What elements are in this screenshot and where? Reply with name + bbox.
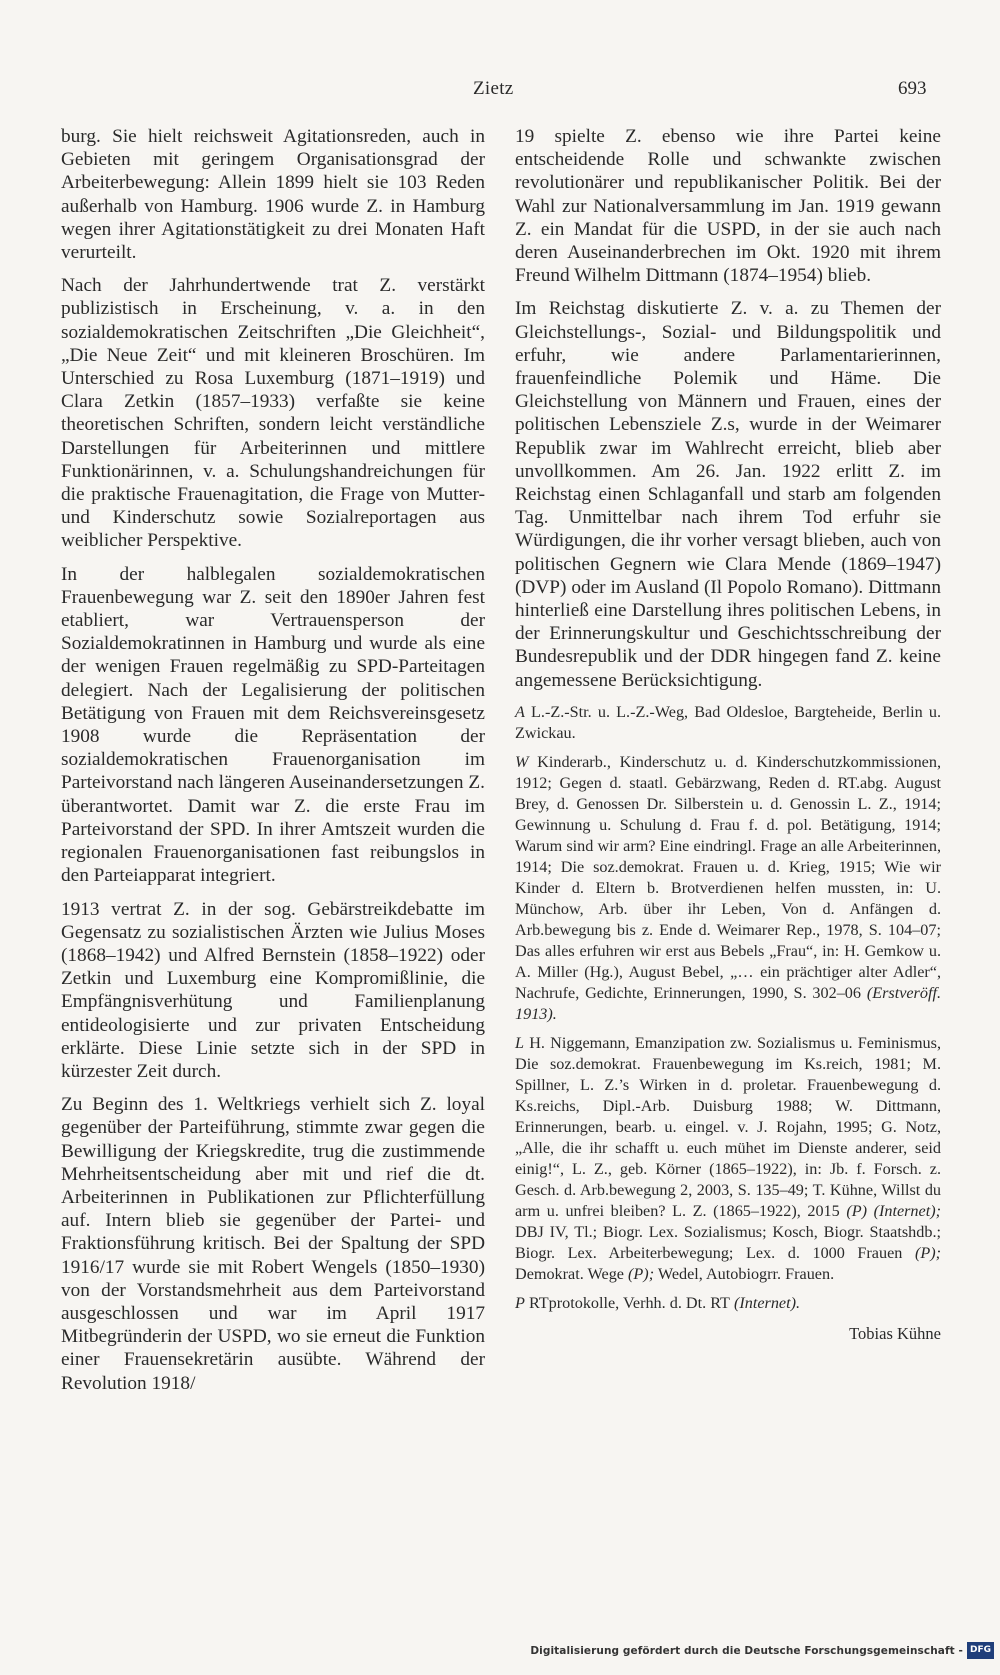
digitization-footer [0, 1639, 1000, 1663]
reference-italic: (P); [902, 1243, 941, 1262]
author-name: Tobias Kühne [849, 1323, 941, 1343]
reference-text: DBJ IV, Tl.; Biogr. Lex. Sozialismus; Kosch, Biogr. Staatshdb.; Biogr. Lex. Arbeiterbewegung; Lex. d. 1000 Frauen [515, 1222, 941, 1262]
paragraph: Nach der Jahrhundertwende trat Z. verstärkt publizistisch in Erscheinung, v. a. in den sozialdemokratischen Zeitschriften „Die Gleichheit“, „Die Neue Zeit“ und mit kleineren Broschüren. Im Unterschied zu Rosa Luxemburg (1871–1919) und Clara Zetkin (1857–1933) verfaßte sie keine theoretischen Schriften, sondern leicht verständliche Darstellungen für Arbeiterinnen und mittlere Funktionärinnen, v. a. Schulungshandreichungen für die praktische Frauenagitation, die Frage von Mutter- und Kinderschutz sowie Sozialreportagen aus weiblicher Perspektive. [61, 275, 485, 552]
reference-tag: W [515, 752, 529, 771]
reference-l [515, 1033, 941, 1285]
paragraph: 19 spielte Z. ebenso wie ihre Partei keine entscheidende Rolle und schwankte zwischen revolutionärer und republikanischer Politik. Bei der Wahl zur Nationalversammlung im Jan. 1919 gewann Z. ein Mandat für die USPD, in der sie auch nach deren Auseinanderbrechen im Okt. 1920 mit ihrem Freund Wilhelm Dittmann (1874–1954) blieb. [515, 126, 941, 287]
reference-italic: (Erstveröff. 1913). [515, 983, 941, 1023]
reference-a [515, 702, 941, 744]
reference-tag: A [515, 702, 525, 721]
paragraph: Im Reichstag diskutierte Z. v. a. zu Themen der Gleichstellungs-, Sozial- und Bildungspolitik und erfuhr, wie andere Parlamentarierinnen, frauenfeindliche Polemik und Häme. Die Gleichstellung von Männern und Frauen, eines der politischen Lebensziele Z.s, wurde in der Weimarer Republik zwar im Wahlrecht erreicht, blieb aber unvollkommen. Am 26. Jan. 1922 erlitt Z. im Reichstag einen Schlaganfall und starb am folgenden Tag. Unmittelbar nach ihrem Tod erfuhr sie Würdigungen, die ihr vorher versagt blieben, auch von politischen Gegnern wie Clara Mende (1869–1947) (DVP) oder im Ausland (Il Popolo Romano). Dittmann hinterließ eine Darstellung ihres politischen Lebens, in der Erinnerungskultur und Geschichtsschreibung der Bundesrepublik und der DDR hingegen fand Z. keine angemessene Berücksichtigung. [515, 298, 941, 691]
paragraph: burg. Sie hielt reichsweit Agitationsreden, auch in Gebieten mit geringem Organisationsgrad der Arbeiterbewegung: Allein 1899 hielt sie 103 Reden außerhalb von Hamburg. 1906 wurde Z. in Hamburg wegen ihrer Agitationstätigkeit zu drei Monaten Haft verurteilt. [61, 126, 485, 264]
reference-text: Wedel, Autobiogrr. Frauen. [654, 1264, 835, 1283]
reference-tag: P [515, 1293, 525, 1312]
left-column [61, 125, 485, 1405]
footer-text: Digitalisierung gefördert durch die Deutsche Forschungsgemeinschaft - [530, 1645, 963, 1657]
right-column [515, 125, 941, 1344]
running-title: Zietz [473, 78, 514, 99]
paragraph: 1913 vertrat Z. in der sog. Gebärstreikdebatte im Gegensatz zu sozialistischen Ärzten wie Julius Moses (1868–1942) und Alfred Bernstein (1858–1922) oder Zetkin und Luxemburg eine Kompromißlinie, die Empfängnisverhütung und Familienplanung entideologisierte und zur privaten Entscheidung erklärte. Diese Linie setzte sich in der SPD in kürzester Zeit durch. [61, 898, 485, 1082]
reference-text: RTprotokolle, Verhh. d. Dt. RT [524, 1293, 730, 1312]
page-header [0, 78, 1000, 108]
reference-text: L.-Z.-Str. u. L.-Z.-Weg, Bad Oldesloe, Bargteheide, Berlin u. Zwickau. [515, 702, 941, 742]
reference-italic: (P); [623, 1264, 655, 1283]
paragraph: Zu Beginn des 1. Weltkriegs verhielt sich Z. loyal gegenüber der Parteiführung, stimmte zwar gegen die Bewilligung der Kriegskredite, trug die zustimmende Mehrheitsentscheidung aber mit und rief die dt. Arbeiterinnen in Publikationen zur Pflichterfüllung auf. Intern blieb sie gegenüber der Partei- und Fraktionsführung kritisch. Bei der Spaltung der SPD 1916/17 wurde sie mit Robert Wengels (1850–1930) von der Vorstandsmehrheit aus dem Parteivorstand ausgeschlossen und war im April 1917 Mitbegründerin der USPD, wo sie erneut die Funktion einer Frauensekretärin ausübte. Während der Revolution 1918/ [61, 1094, 485, 1394]
reference-italic: (Internet). [729, 1293, 801, 1312]
reference-p [515, 1293, 941, 1314]
reference-text: H. Niggemann, Emanzipation zw. Sozialismus u. Feminismus, Die soz.demokrat. Frauenbewegung im Ks.reich, 1981; M. Spillner, L. Z.’s Wirken in d. proletar. Frauenbewegung d. Ks.reichs, Dipl.-Arb. Duisburg 1988; W. Dittmann, Erinnerungen, bearb. u. eingel. v. J. Rojahn, 1995; G. Notz, „Alle, die ihr schafft u. euch mühet im Dienste anderer, seid einig!“, L. Z., geb. Körner (1865–1922), in: Jb. f. Forsch. z. Gesch. d. Arb.bewegung 2, 2003, S. 135–49; T. Kühne, Willst du arm u. unfrei bleiben? L. Z. (1865–1922), 2015 [515, 1033, 941, 1220]
reference-italic: (P) (Internet); [839, 1201, 941, 1220]
dfg-logo: DFG [967, 1642, 994, 1659]
reference-tag: L [515, 1033, 525, 1052]
paragraph: In der halblegalen sozialdemokratischen Frauenbewegung war Z. seit den 1890er Jahren fest etabliert, war Vertrauensperson der Sozialdemokratinnen in Hamburg und wurde als eine der wenigen Frauen regelmäßig zu SPD-Parteitagen delegiert. Nach der Legalisierung der politischen Betätigung von Frauen mit dem Reichsvereinsgesetz 1908 wurde die Repräsentation der sozialdemokratischen Frauenorganisation im Parteivorstand nach längeren Auseinandersetzungen Z. überantwortet. Damit war Z. die erste Frau im Parteivorstand der SPD. In ihrer Amtszeit wurden die regionalen Frauenorganisationen fast reibungslos in den Parteiapparat integriert. [61, 563, 485, 887]
page-number: 693 [898, 78, 927, 99]
reference-text: Demokrat. Wege [515, 1264, 624, 1283]
reference-text: Kinderarb., Kinderschutz u. d. Kinderschutzkommissionen, 1912; Gegen d. staatl. Gebärzwang, Reden d. RT.abg. August Brey, d. Genossen Dr. Silberstein u. d. Genossin L. Z., 1914; Gewinnung u. Schulung d. Frau f. d. pol. Betätigung, 1914; Warum sind wir arm? Eine eindringl. Frage an alle Arbeiterinnen, 1914; Die soz.demokrat. Frauen u. d. Krieg, 1915; Wie wir Kinder d. Eltern b. Brotverdienen helfen mussten, in: U. Münchow, Arb. über ihr Leben, Von d. Anfängen d. Arb.bewegung bis z. Ende d. Weimarer Rep., 1978, S. 104–07; Das alles erfuhren wir erst aus Bebels „Frau“, in: H. Gemkow u. A. Miller (Hg.), August Bebel, „… ein prächtiger alter Adler“, Nachrufe, Gedichte, Erinnerungen, 1990, S. 302–06 [515, 752, 941, 1002]
reference-w [515, 752, 941, 1025]
